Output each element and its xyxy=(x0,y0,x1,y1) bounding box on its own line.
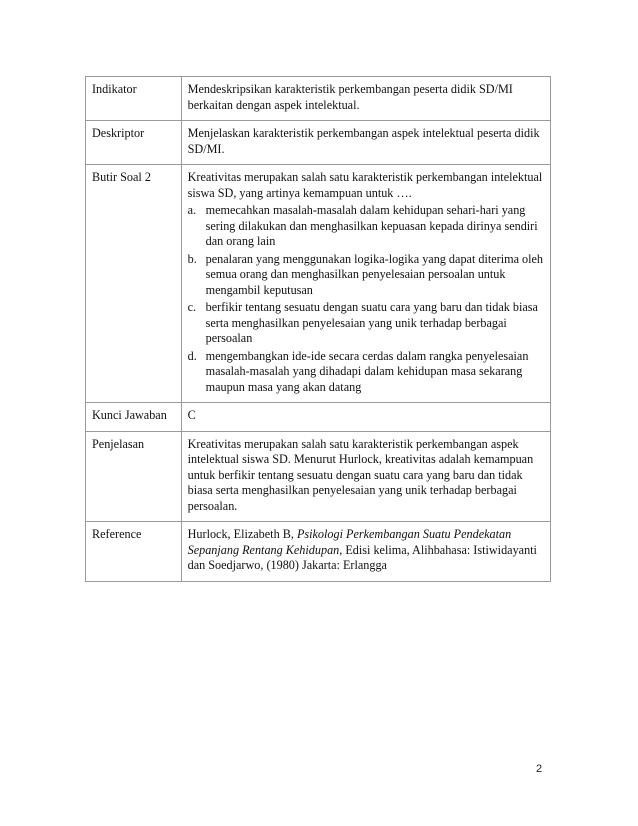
row-deskriptor xyxy=(86,121,551,165)
question-text: Kreativitas merupakan salah satu karakteristik perkembangan intelektual siswa SD, yang artinya kemampuan untuk …. xyxy=(187,170,543,200)
question-card-table xyxy=(85,76,551,582)
row-penjelasan xyxy=(86,431,551,522)
row-indikator xyxy=(86,77,551,121)
deskriptor-text: Menjelaskan karakteristik perkembangan aspek intelektual peserta didik SD/MI. xyxy=(181,121,550,165)
row-butir-soal xyxy=(86,165,551,403)
reference-label: Reference xyxy=(86,522,182,582)
butir-soal-label: Butir Soal 2 xyxy=(86,165,182,403)
page-number: 2 xyxy=(536,763,543,775)
kunci-jawaban-label: Kunci Jawaban xyxy=(86,403,182,432)
row-kunci-jawaban xyxy=(86,403,551,432)
option-text: penalaran yang menggunakan logika-logika yang dapat diterima oleh semua orang dan menghasilkan penyelesaian persoalan untuk mengambil keputusan xyxy=(205,251,544,297)
penjelasan-text: Kreativitas merupakan salah satu karakteristik perkembangan aspek intelektual siswa SD. Menurut Hurlock, kreativitas adalah kemampuan untuk berfikir tentang sesuatu dengan suatu cara yang baru dan tidak biasa serta menghasilkan penyelesaian yang unik terhadap berbagai persoalan. xyxy=(181,431,550,522)
option-text: mengembangkan ide-ide secara cerdas dalam rangka penyelesaian masalah-masalah yang dihadapi dalam kehidupan masa sekarang maupun masa yang akan datang xyxy=(205,348,529,394)
deskriptor-label: Deskriptor xyxy=(86,121,182,165)
indikator-label: Indikator xyxy=(86,77,182,121)
option-letter: c. xyxy=(187,300,197,314)
option-c xyxy=(188,300,544,347)
reference-text xyxy=(181,522,550,582)
reference-book-title: Psikologi Perkembangan Suatu Pendekatan Sepanjang Rentang Kehidupan xyxy=(187,527,512,557)
option-text: memecahkan masalah-masalah dalam kehidupan sehari-hari yang sering dilakukan dan menghasilkan kepuasan kepada dirinya sendiri dan orang lain xyxy=(205,203,538,248)
kunci-jawaban-value: C xyxy=(181,403,550,432)
indikator-text: Mendeskripsikan karakteristik perkembangan peserta didik SD/MI berkaitan dengan aspek intelektual. xyxy=(181,77,550,121)
option-b xyxy=(188,252,544,299)
reference-author: Hurlock, Elizabeth B, xyxy=(187,527,297,541)
option-letter: b. xyxy=(187,251,197,266)
row-reference xyxy=(86,522,551,582)
butir-soal-content xyxy=(181,165,550,403)
option-letter: a. xyxy=(187,203,197,217)
option-a xyxy=(188,203,544,250)
option-d xyxy=(188,349,544,396)
reference-details: , Edisi kelima, Alihbahasa: Istiwidayanti dan Soedjarwo, (1980) Jakarta: Erlangga xyxy=(187,542,537,572)
option-letter: d. xyxy=(187,348,197,363)
option-text: berfikir tentang sesuatu dengan suatu cara yang baru dan tidak biasa serta menghasilkan penyelesaian yang unik terhadap berbagai persoalan xyxy=(205,300,538,345)
penjelasan-label: Penjelasan xyxy=(86,431,182,522)
